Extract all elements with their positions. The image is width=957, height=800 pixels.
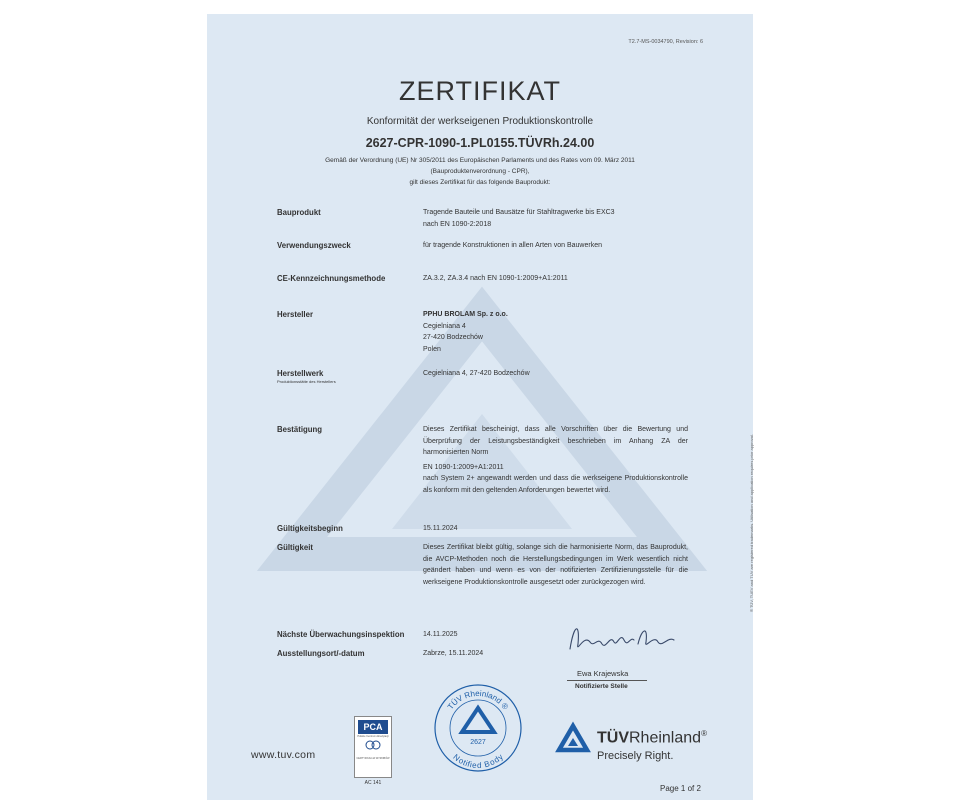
- value-gueltigkeitsbeginn: 15.11.2024: [423, 525, 458, 532]
- label-gueltigkeit: Gültigkeit: [277, 543, 313, 552]
- certificate-number: 2627-CPR-1090-1.PL0155.TÜVRh.24.00: [365, 136, 595, 150]
- intro-line: Gemäß der Verordnung (UE) Nr 305/2011 des Europäischen Parlaments und des Rates vom 09. März 2011: [325, 157, 635, 164]
- certificate-subtitle: Konformität der werkseigenen Produktionskontrolle: [366, 116, 594, 127]
- signature-text: Krajewska: [562, 614, 567, 615]
- seal-bottom-text: Notified Body: [451, 752, 505, 771]
- brand-mark: ®: [701, 729, 707, 738]
- herstellwerk-label-text: Herstellwerk: [277, 369, 324, 378]
- bestaetigung-para2: nach System 2+ angewandt werden und dass die werkseigene Produktionskontrolle als konform mit den geltenden Anforderungen bewertet wird.: [423, 475, 688, 494]
- page-number: Page 1 of 2: [660, 784, 701, 793]
- intro-line: (Bauproduktenverordnung - CPR),: [430, 168, 530, 175]
- pca-rings-icon: [363, 739, 383, 751]
- manufacturer-name: PPHU BROLAM Sp. z o.o.: [423, 311, 508, 318]
- bestaetigung-para1: Dieses Zertifikat bescheinigt, dass alle Vorschriften über die Bewertung und Überprüfung der Leistungsbeständigkeit beschrieben im Anhang ZA der harmonisierten Norm: [423, 426, 688, 456]
- label-bestaetigung: Bestätigung: [277, 425, 323, 434]
- seal-top-text: TÜV Rheinland ®: [445, 688, 511, 712]
- value-line: Tragende Bauteile und Bausätze für Stahltragwerke bis EXC3: [423, 209, 615, 216]
- label-ausstellung: Ausstellungsort/-datum: [277, 649, 365, 658]
- label-verwendungszweck: Verwendungszweck: [277, 241, 351, 250]
- address-line: 27-420 Bodzechów: [423, 334, 483, 341]
- label-gueltigkeitsbeginn: Gültigkeitsbeginn: [277, 524, 343, 533]
- pca-badge: [354, 716, 392, 778]
- label-hersteller: Hersteller: [277, 310, 313, 319]
- brand-rest: Rheinland: [629, 729, 702, 747]
- value-bauprodukt: [423, 207, 688, 230]
- label-herstellwerk: [277, 369, 336, 384]
- value-gueltigkeit: Dieses Zertifikat bleibt gültig, solange sich die harmonisierte Norm, das Bauprodukt, die AVCP-Methoden noch die Herstellungsbedingungen im Werk wesentlich nicht geändert haben und wenn es von der notifizierten Zertifizierungsstelle für die werkseigene Produktionskontrolle ausgesetzt oder zurückgezogen wird.: [423, 544, 688, 586]
- pca-code: AC 141: [364, 780, 382, 786]
- pca-accreditation-logo: [353, 716, 393, 786]
- value-verwendungszweck: für tragende Konstruktionen in allen Arten von Bauwerken: [423, 242, 603, 249]
- value-ce-method: ZA.3.2, ZA.3.4 nach EN 1090-1:2009+A1:2011: [423, 275, 568, 282]
- signature-line: [567, 680, 647, 681]
- notified-body-seal: [432, 682, 524, 774]
- value-line: nach EN 1090-2:2018: [423, 220, 492, 228]
- pca-line1: Polskie Centrum Akredytacji: [357, 735, 389, 738]
- signatory-role: Notifizierte Stelle: [575, 683, 628, 690]
- value-bestaetigung: [423, 424, 688, 496]
- website-link[interactable]: www.tuv.com: [251, 749, 316, 761]
- page-title: ZERTIFIKAT: [398, 76, 561, 106]
- brand-name: [597, 729, 707, 747]
- tuv-triangle-logo-icon: [557, 724, 589, 752]
- value-herstellwerk: Cegielniana 4, 27-420 Bodzechów: [423, 370, 530, 377]
- label-ce-method: CE-Kennzeichnungsmethode: [277, 274, 386, 283]
- value-hersteller: [423, 309, 688, 355]
- seal-number: 2627: [470, 739, 486, 746]
- brand-slogan: Precisely Right.: [597, 750, 674, 762]
- certificate-sheet: [207, 14, 753, 800]
- intro-text: [267, 155, 693, 188]
- document-number: T2.7-MS-0034790, Revision: 6: [628, 39, 703, 45]
- trademark-note: ® TÜV, TUEV and TUV are registered trademarks. Utilisation and application requires prior approval.: [749, 434, 754, 612]
- pca-line2: CERTYFIKACJA WYROBÓW: [356, 757, 390, 760]
- signatory-name: Ewa Krajewska: [577, 669, 629, 678]
- brand-bold: TÜV: [597, 729, 629, 747]
- herstellwerk-sublabel: Produktionsstätte des Herstellers: [277, 379, 336, 384]
- label-inspektion: Nächste Überwachungsinspektion: [277, 630, 405, 639]
- intro-line: gilt dieses Zertifikat für das folgende Bauprodukt:: [409, 179, 551, 186]
- value-inspektion: 14.11.2025: [423, 631, 458, 638]
- handwritten-signature: [562, 614, 682, 664]
- label-bauprodukt: Bauprodukt: [277, 208, 321, 217]
- bestaetigung-norm: EN 1090-1:2009+A1:2011: [423, 463, 504, 471]
- address-line: Polen: [423, 345, 441, 353]
- value-ausstellung: Zabrze, 15.11.2024: [423, 650, 484, 657]
- address-line: Cegielniana 4: [423, 322, 466, 330]
- pca-logo-text: PCA: [358, 720, 388, 734]
